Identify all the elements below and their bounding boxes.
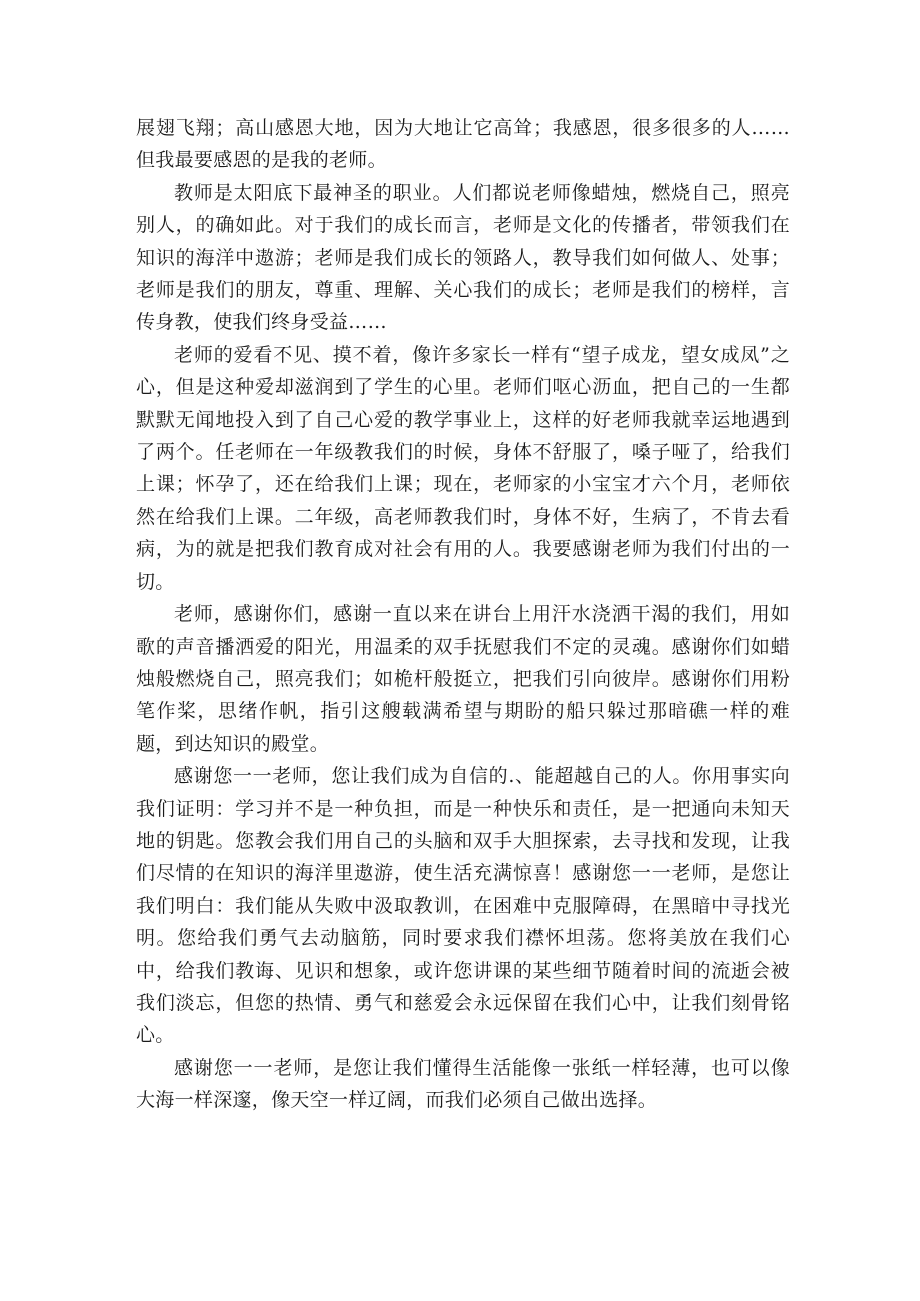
paragraph-5: 感谢您一一老师，您让我们成为自信的.、能超越自己的人。你用事实向我们证明：学习并不是一种负担，而是一种快乐和责任，是一把通向未知天地的钥匙。您教会我们用自己的头脑和双手大胆探索，去寻找和发现，让我们尽情的在知识的海洋里遨游，使生活充满惊喜！感谢您一一老师，是您让我们明白：我们能从失败中汲取教训，在困难中克服障碍，在黑暗中寻找光明。您给我们勇气去动脑筋，同时要求我们襟怀坦荡。您将美放在我们心中，给我们教诲、见识和想象，或许您讲课的某些细节随着时间的流逝会被我们淡忘，但您的热情、勇气和慈爱会永远保留在我们心中，让我们刻骨铭心。 (136, 765, 790, 1047)
paragraph-2: 教师是太阳底下最神圣的职业。人们都说老师像蜡烛，燃烧自己，照亮别人，的确如此。对于我们的成长而言，老师是文化的传播者，带领我们在知识的海洋中遨游；老师是我们成长的领路人，教导我们如何做人、处事；老师是我们的朋友，尊重、理解、关心我们的成长；老师是我们的榜样，言传身教，使我们终身受益…… (136, 181, 790, 334)
paragraph-6: 感谢您一一老师，是您让我们懂得生活能像一张纸一样轻薄，也可以像大海一样深邃，像天空一样辽阔，而我们必须自己做出选择。 (136, 1056, 790, 1112)
document-body (136, 112, 790, 1117)
paragraph-3: 老师的爱看不见、摸不着，像许多家长一样有“望子成龙，望女成凤”之心，但是这种爱却滋润到了学生的心里。老师们呕心沥血，把自己的一生都默默无闻地投入到了自己心爱的教学事业上，这样的好老师我就幸运地遇到了两个。任老师在一年级教我们的时候，身体不舒服了，嗓子哑了，给我们上课；怀孕了，还在给我们上课；现在，老师家的小宝宝才六个月，老师依然在给我们上课。二年级，高老师教我们时，身体不好，生病了，不肯去看病，为的就是把我们教育成对社会有用的人。我要感谢老师为我们付出的一切。 (136, 343, 790, 593)
paragraph-1: 展翅飞翔；高山感恩大地，因为大地让它高耸；我感恩，很多很多的人……但我最要感恩的是我的老师。 (136, 117, 790, 172)
paragraph-4: 老师，感谢你们，感谢一直以来在讲台上用汗水浇洒干渴的我们，用如歌的声音播洒爱的阳光，用温柔的双手抚慰我们不定的灵魂。感谢你们如蜡烛般燃烧自己，照亮我们；如桅杆般挺立，把我们引向彼岸。感谢你们用粉笔作桨，思绪作帆，指引这艘载满希望与期盼的船只躲过那暗礁一样的难题，到达知识的殿堂。 (136, 603, 790, 755)
